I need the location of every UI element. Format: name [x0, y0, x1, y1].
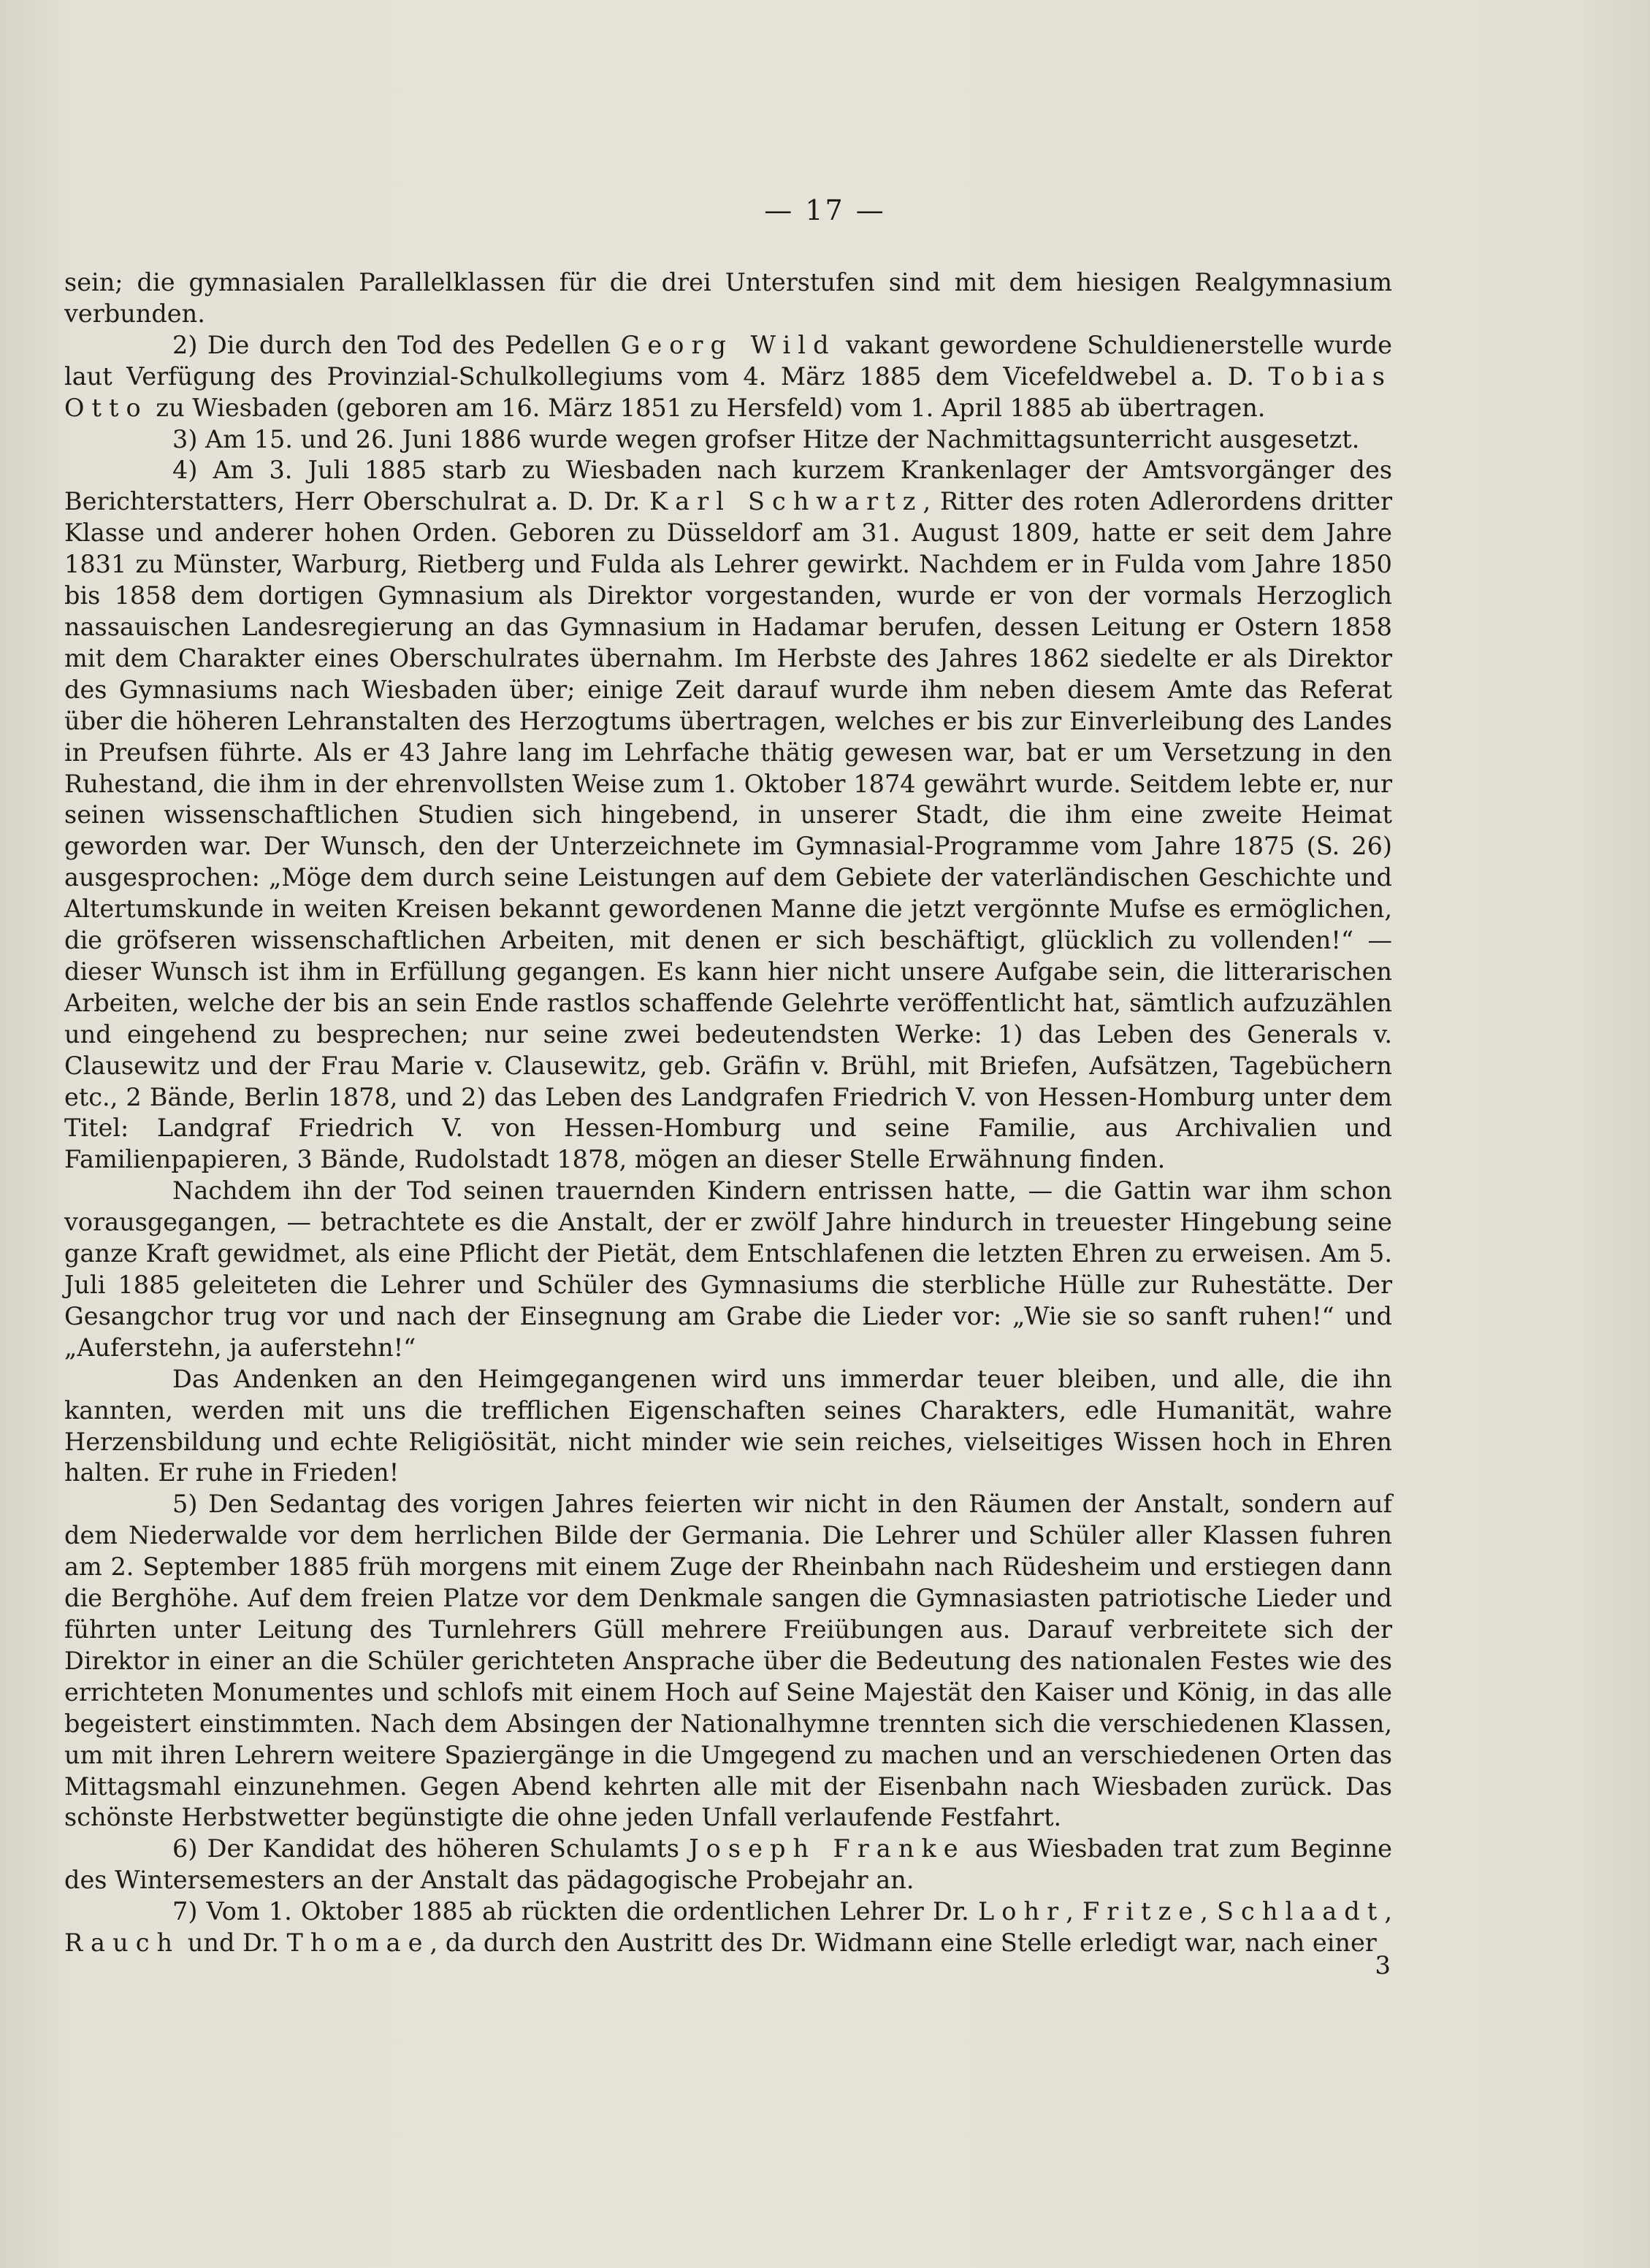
- text-run: Nachdem ihn der Tod seinen trauernden Kindern entrissen hatte, — die Gattin war ihm schon vorausgegangen, — betrachtete es die Anstalt, der er zwölf Jahre hindurch in treuester Hingebung seine ganze Kraft gewidmet, als eine Pflicht der Pietät, dem Entschlafenen die letzten Ehren zu erweisen. Am 5. Juli 1885 geleiteten die Lehrer und Schüler des Gymnasiums die sterbliche Hülle zur Ruhestätte. Der Gesangchor trug vor und nach der Einsegnung am Grabe die Lieder vor: „Wie sie so sanft ruhen!“ und „Auferstehn, ja auferstehn!“: [64, 1176, 1392, 1362]
- spaced-name: Joseph Franke: [689, 1834, 966, 1863]
- spaced-name: Tobias Otto: [64, 361, 1392, 422]
- paragraph-p2: [64, 330, 1392, 424]
- text-run: 7) Vom 1. Oktober 1885 ab rückten die ordentlichen Lehrer Dr.: [172, 1897, 978, 1926]
- text-run: 6) Der Kandidat des höheren Schulamts: [172, 1834, 690, 1863]
- paragraph-p5: [64, 1489, 1392, 1834]
- signature-mark: 3: [1375, 1951, 1391, 1980]
- text-run: 4) Am 3. Juli 1885 starb zu Wiesbaden nach kurzem Krankenlager der Amtsvorgänger des Berichterstatters, Herr Oberschulrat a. D. Dr.: [64, 456, 1392, 516]
- text-run: ,: [1384, 1897, 1392, 1926]
- text-run: Das Andenken an den Heimgegangenen wird uns immerdar teuer bleiben, und alle, die ihn kannten, werden mit uns die trefflichen Eigenschaften seines Charakters, edle Humanität, wahre Herzensbildung und echte Religiösität, nicht minder wie sein reiches, vielseitiges Wissen hoch in Ehren halten. Er ruhe in Frieden!: [64, 1364, 1392, 1487]
- paragraph-p4: [64, 455, 1392, 1176]
- text-run: und Dr.: [180, 1928, 287, 1958]
- text-run: , da durch den Austritt des Dr. Widmann eine Stelle erledigt war, nach einer: [429, 1928, 1377, 1958]
- text-run: aus Wiesbaden trat zum Beginne des Wintersemesters an der Anstalt das pädagogische Probejahr an.: [64, 1834, 1392, 1895]
- spaced-name: Karl Schwartz: [649, 487, 923, 516]
- paragraph-p0: [64, 267, 1392, 330]
- paragraph-p4c: [64, 1364, 1392, 1490]
- spaced-name: Schlaadt: [1217, 1897, 1385, 1926]
- paragraph-p3: [64, 424, 1392, 456]
- page-number: — 17 —: [764, 194, 886, 226]
- text-run: vakant gewordene Schuldienerstelle wurde laut Verfügung des Provinzial-Schulkollegiums vom 4. März 1885 dem Vicefeldwebel a. D.: [64, 330, 1393, 391]
- spaced-name: Georg Wild: [620, 330, 836, 359]
- spaced-name: Lohr: [977, 1897, 1066, 1926]
- paragraph-p7: [64, 1896, 1392, 1959]
- text-run: 3) Am 15. und 26. Juni 1886 wurde wegen grofser Hitze der Nachmittagsunterricht ausgesetzt.: [172, 424, 1360, 453]
- text-run: zu Wiesbaden (geboren am 16. März 1851 zu Hersfeld) vom 1. April 1885 ab übertragen.: [148, 393, 1266, 422]
- paragraph-p4b: [64, 1176, 1392, 1363]
- spaced-name: Thomae: [286, 1928, 430, 1958]
- text-run: , Ritter des roten Adlerordens dritter Klasse und anderer hohen Orden. Geboren zu Düsseldorf am 31. August 1809, hatte er seit dem Jahre 1831 zu Münster, Warburg, Rietberg und Fulda als Lehrer gewirkt. Nachdem er in Fulda vom Jahre 1850 bis 1858 dem dortigen Gymnasium als Direktor vorgestanden, wurde er von der vormals Herzoglich nassauischen Landesregierung an das Gymnasium in Hadamar berufen, dessen Leitung er Ostern 1858 mit dem Charakter eines Oberschulrates übernahm. Im Herbste des Jahres 1862 siedelte er als Direktor des Gymnasiums nach Wiesbaden über; einige Zeit darauf wurde ihm neben diesem Amte das Referat über die höheren Lehranstalten des Herzogtums übertragen, welches er bis zur Einverleibung des Landes in Preufsen führte. Als er 43 Jahre lang im Lehrfache thätig gewesen war, bat er um Versetzung in den Ruhestand, die ihm in der ehrenvollsten Weise zum 1. Oktober 1874 gewährt wurde. Seitdem lebte er, nur seinen wissenschaftlichen Studien sich hingebend, in unserer Stadt, die ihm eine zweite Heimat geworden war. Der Wunsch, den der Unterzeichnete im Gymnasial-Programme vom Jahre 1875 (S. 26) ausgesprochen: „Möge dem durch seine Leistungen auf dem Gebiete der vaterländischen Geschichte und Altertumskunde in weiten Kreisen bekannt gewordenen Manne die jetzt vergönnte Mufse es ermöglichen, die gröfseren wissenschaftlichen Arbeiten, mit denen er sich beschäftigt, glücklich zu vollenden!“ — dieser Wunsch ist ihm in Erfüllung gegangen. Es kann hier nicht unsere Aufgabe sein, die litterarischen Arbeiten, welche der bis an sein Ende rastlos schaffende Gelehrte veröffentlicht hat, sämtlich aufzuzählen und eingehend zu besprechen; nur seine zwei bedeutendsten Werke: 1) das Leben des Generals v. Clausewitz und der Frau Marie v. Clausewitz, geb. Gräfin v. Brühl, mit Briefen, Aufsätzen, Tagebüchern etc., 2 Bände, Berlin 1878, und 2) das Leben des Landgrafen Friedrich V. von Hessen-Homburg unter dem Titel: Landgraf Friedrich V. von Hessen-Homburg und seine Familie, aus Archivalien und Familienpapieren, 3 Bände, Rudolstadt 1878, mögen an dieser Stelle Erwähnung finden.: [64, 487, 1392, 1174]
- text-run: ,: [1200, 1897, 1218, 1926]
- body-text: [64, 267, 1392, 1959]
- spaced-name: Rauch: [64, 1928, 180, 1958]
- spaced-name: Fritze: [1082, 1897, 1201, 1926]
- text-run: sein; die gymnasialen Parallelklassen für die drei Unterstufen sind mit dem hiesigen Realgymnasium verbunden.: [64, 268, 1392, 328]
- text-run: ,: [1066, 1897, 1083, 1926]
- text-run: 5) Den Sedantag des vorigen Jahres feierten wir nicht in den Räumen der Anstalt, sondern auf dem Niederwalde vor dem herrlichen Bilde der Germania. Die Lehrer und Schüler aller Klassen fuhren am 2. September 1885 früh morgens mit einem Zuge der Rheinbahn nach Rüdesheim und erstiegen dann die Berghöhe. Auf dem freien Platze vor dem Denkmale sangen die Gymnasiasten patriotische Lieder und führten unter Leitung des Turnlehrers Güll mehrere Freiübungen aus. Darauf verbreitete sich der Direktor in einer an die Schüler gerichteten Ansprache über die Bedeutung des nationalen Festes wie des errichteten Monumentes und schlofs mit einem Hoch auf Seine Majestät den Kaiser und König, in das alle begeistert einstimmten. Nach dem Absingen der Nationalhymne trennten sich die verschiedenen Klassen, um mit ihren Lehrern weitere Spaziergänge in die Umgegend zu machen und an verschiedenen Orten das Mittagsmahl einzunehmen. Gegen Abend kehrten alle mit der Eisenbahn nach Wiesbaden zurück. Das schönste Herbstwetter begünstigte die ohne jeden Unfall verlaufende Festfahrt.: [64, 1490, 1392, 1832]
- paragraph-p6: [64, 1834, 1392, 1896]
- text-run: 2) Die durch den Tod des Pedellen: [172, 330, 621, 359]
